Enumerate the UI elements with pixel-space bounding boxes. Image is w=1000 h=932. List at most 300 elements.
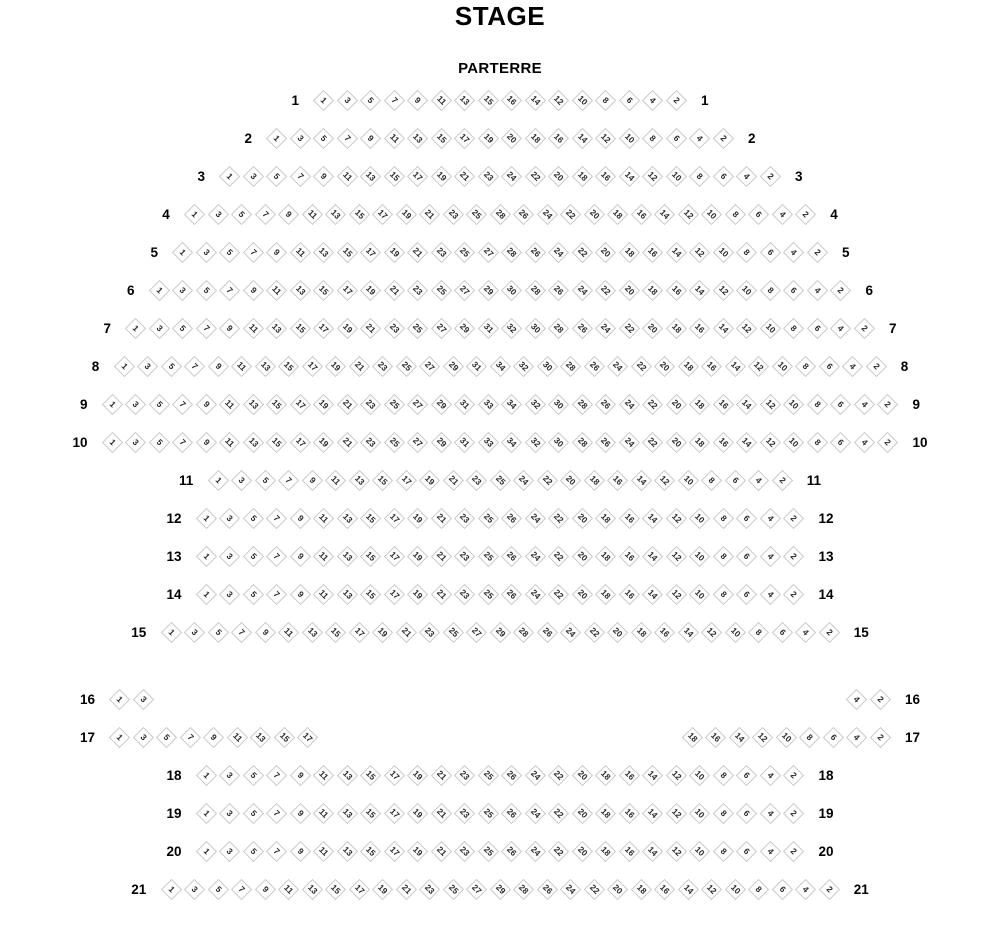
seat[interactable] bbox=[572, 317, 593, 338]
seat[interactable] bbox=[290, 545, 311, 566]
seat[interactable] bbox=[325, 203, 346, 224]
seat[interactable] bbox=[595, 317, 616, 338]
seat[interactable] bbox=[109, 688, 130, 709]
seat[interactable] bbox=[431, 279, 452, 300]
seat[interactable] bbox=[689, 165, 710, 186]
seat[interactable] bbox=[231, 469, 252, 490]
seat[interactable] bbox=[736, 317, 757, 338]
seat[interactable] bbox=[478, 583, 499, 604]
seat[interactable] bbox=[196, 545, 217, 566]
seat[interactable] bbox=[713, 545, 734, 566]
seat[interactable] bbox=[254, 355, 275, 376]
seat[interactable] bbox=[736, 764, 757, 785]
seat[interactable] bbox=[548, 802, 569, 823]
seat[interactable] bbox=[407, 317, 428, 338]
seat[interactable] bbox=[489, 621, 510, 642]
seat[interactable] bbox=[752, 726, 773, 747]
seat[interactable] bbox=[548, 840, 569, 861]
seat[interactable] bbox=[525, 89, 546, 110]
seat[interactable] bbox=[172, 431, 193, 452]
seat[interactable] bbox=[713, 840, 734, 861]
seat[interactable] bbox=[384, 764, 405, 785]
seat[interactable] bbox=[207, 469, 228, 490]
seat[interactable] bbox=[442, 469, 463, 490]
seat[interactable] bbox=[172, 317, 193, 338]
seat[interactable] bbox=[231, 878, 252, 899]
seat[interactable] bbox=[818, 878, 839, 899]
seat[interactable] bbox=[501, 431, 522, 452]
seat[interactable] bbox=[619, 507, 640, 528]
seat[interactable] bbox=[501, 507, 522, 528]
seat[interactable] bbox=[619, 393, 640, 414]
seat[interactable] bbox=[313, 127, 334, 148]
seat[interactable] bbox=[689, 840, 710, 861]
seat[interactable] bbox=[818, 355, 839, 376]
seat[interactable] bbox=[337, 802, 358, 823]
seat[interactable] bbox=[689, 241, 710, 262]
seat[interactable] bbox=[595, 241, 616, 262]
seat[interactable] bbox=[431, 317, 452, 338]
seat[interactable] bbox=[642, 583, 663, 604]
seat[interactable] bbox=[799, 726, 820, 747]
seat[interactable] bbox=[442, 621, 463, 642]
seat[interactable] bbox=[360, 317, 381, 338]
seat[interactable] bbox=[337, 545, 358, 566]
seat[interactable] bbox=[677, 469, 698, 490]
seat[interactable] bbox=[203, 726, 224, 747]
seat[interactable] bbox=[666, 764, 687, 785]
seat[interactable] bbox=[384, 127, 405, 148]
seat[interactable] bbox=[384, 317, 405, 338]
seat[interactable] bbox=[196, 393, 217, 414]
seat[interactable] bbox=[818, 621, 839, 642]
seat[interactable] bbox=[207, 878, 228, 899]
seat[interactable] bbox=[454, 317, 475, 338]
seat[interactable] bbox=[196, 317, 217, 338]
seat[interactable] bbox=[501, 317, 522, 338]
seat[interactable] bbox=[372, 878, 393, 899]
seat[interactable] bbox=[771, 621, 792, 642]
seat[interactable] bbox=[372, 355, 393, 376]
seat[interactable] bbox=[724, 621, 745, 642]
seat[interactable] bbox=[395, 621, 416, 642]
seat[interactable] bbox=[572, 127, 593, 148]
seat[interactable] bbox=[724, 203, 745, 224]
seat[interactable] bbox=[713, 583, 734, 604]
seat[interactable] bbox=[266, 802, 287, 823]
seat[interactable] bbox=[642, 507, 663, 528]
seat[interactable] bbox=[266, 317, 287, 338]
seat[interactable] bbox=[172, 393, 193, 414]
seat[interactable] bbox=[231, 621, 252, 642]
seat[interactable] bbox=[184, 878, 205, 899]
seat[interactable] bbox=[184, 203, 205, 224]
seat[interactable] bbox=[807, 279, 828, 300]
seat[interactable] bbox=[431, 89, 452, 110]
seat[interactable] bbox=[407, 127, 428, 148]
seat[interactable] bbox=[846, 688, 867, 709]
seat[interactable] bbox=[548, 127, 569, 148]
seat[interactable] bbox=[360, 127, 381, 148]
seat[interactable] bbox=[830, 393, 851, 414]
seat[interactable] bbox=[337, 279, 358, 300]
seat[interactable] bbox=[454, 393, 475, 414]
seat[interactable] bbox=[360, 802, 381, 823]
seat[interactable] bbox=[583, 203, 604, 224]
seat[interactable] bbox=[783, 802, 804, 823]
seat[interactable] bbox=[776, 726, 797, 747]
seat[interactable] bbox=[630, 355, 651, 376]
seat[interactable] bbox=[196, 764, 217, 785]
seat[interactable] bbox=[290, 127, 311, 148]
seat[interactable] bbox=[736, 431, 757, 452]
seat[interactable] bbox=[156, 726, 177, 747]
seat[interactable] bbox=[431, 165, 452, 186]
seat[interactable] bbox=[325, 878, 346, 899]
seat[interactable] bbox=[619, 764, 640, 785]
seat[interactable] bbox=[513, 355, 534, 376]
seat[interactable] bbox=[501, 279, 522, 300]
seat[interactable] bbox=[748, 621, 769, 642]
seat[interactable] bbox=[654, 621, 675, 642]
seat[interactable] bbox=[266, 393, 287, 414]
seat[interactable] bbox=[760, 764, 781, 785]
seat[interactable] bbox=[278, 878, 299, 899]
seat[interactable] bbox=[666, 279, 687, 300]
seat[interactable] bbox=[231, 203, 252, 224]
seat[interactable] bbox=[689, 127, 710, 148]
seat[interactable] bbox=[219, 279, 240, 300]
seat[interactable] bbox=[560, 469, 581, 490]
seat[interactable] bbox=[431, 127, 452, 148]
seat[interactable] bbox=[478, 127, 499, 148]
seat[interactable] bbox=[290, 317, 311, 338]
seat[interactable] bbox=[877, 393, 898, 414]
seat[interactable] bbox=[607, 621, 628, 642]
seat[interactable] bbox=[407, 165, 428, 186]
seat[interactable] bbox=[407, 764, 428, 785]
seat[interactable] bbox=[595, 127, 616, 148]
seat[interactable] bbox=[466, 878, 487, 899]
seat[interactable] bbox=[102, 393, 123, 414]
seat[interactable] bbox=[266, 840, 287, 861]
seat[interactable] bbox=[384, 393, 405, 414]
seat[interactable] bbox=[278, 621, 299, 642]
seat[interactable] bbox=[290, 840, 311, 861]
seat[interactable] bbox=[729, 726, 750, 747]
seat[interactable] bbox=[478, 507, 499, 528]
seat[interactable] bbox=[771, 203, 792, 224]
seat[interactable] bbox=[196, 241, 217, 262]
seat[interactable] bbox=[196, 583, 217, 604]
seat[interactable] bbox=[760, 431, 781, 452]
seat[interactable] bbox=[501, 802, 522, 823]
seat[interactable] bbox=[274, 726, 295, 747]
seat[interactable] bbox=[454, 507, 475, 528]
seat[interactable] bbox=[736, 583, 757, 604]
seat[interactable] bbox=[313, 802, 334, 823]
seat[interactable] bbox=[243, 802, 264, 823]
seat[interactable] bbox=[372, 203, 393, 224]
seat[interactable] bbox=[513, 203, 534, 224]
seat[interactable] bbox=[454, 545, 475, 566]
seat[interactable] bbox=[125, 431, 146, 452]
seat[interactable] bbox=[419, 355, 440, 376]
seat[interactable] bbox=[431, 241, 452, 262]
seat[interactable] bbox=[619, 431, 640, 452]
seat[interactable] bbox=[760, 802, 781, 823]
seat[interactable] bbox=[196, 279, 217, 300]
seat[interactable] bbox=[278, 203, 299, 224]
seat[interactable] bbox=[313, 279, 334, 300]
seat[interactable] bbox=[243, 393, 264, 414]
seat[interactable] bbox=[337, 393, 358, 414]
seat[interactable] bbox=[372, 621, 393, 642]
seat[interactable] bbox=[525, 840, 546, 861]
seat[interactable] bbox=[466, 469, 487, 490]
seat[interactable] bbox=[525, 545, 546, 566]
seat[interactable] bbox=[572, 279, 593, 300]
seat[interactable] bbox=[572, 764, 593, 785]
seat[interactable] bbox=[384, 840, 405, 861]
seat[interactable] bbox=[854, 431, 875, 452]
seat[interactable] bbox=[266, 165, 287, 186]
seat[interactable] bbox=[783, 507, 804, 528]
seat[interactable] bbox=[595, 89, 616, 110]
seat[interactable] bbox=[595, 393, 616, 414]
seat[interactable] bbox=[501, 583, 522, 604]
seat[interactable] bbox=[348, 355, 369, 376]
seat[interactable] bbox=[360, 89, 381, 110]
seat[interactable] bbox=[184, 621, 205, 642]
seat[interactable] bbox=[619, 89, 640, 110]
seat[interactable] bbox=[677, 621, 698, 642]
seat[interactable] bbox=[525, 279, 546, 300]
seat[interactable] bbox=[501, 89, 522, 110]
seat[interactable] bbox=[677, 355, 698, 376]
seat[interactable] bbox=[548, 279, 569, 300]
seat[interactable] bbox=[666, 165, 687, 186]
seat[interactable] bbox=[313, 241, 334, 262]
seat[interactable] bbox=[783, 583, 804, 604]
seat[interactable] bbox=[454, 583, 475, 604]
seat[interactable] bbox=[548, 507, 569, 528]
seat[interactable] bbox=[160, 878, 181, 899]
seat[interactable] bbox=[313, 583, 334, 604]
seat[interactable] bbox=[466, 203, 487, 224]
seat[interactable] bbox=[736, 545, 757, 566]
seat[interactable] bbox=[149, 279, 170, 300]
seat[interactable] bbox=[501, 840, 522, 861]
seat[interactable] bbox=[478, 165, 499, 186]
seat[interactable] bbox=[783, 840, 804, 861]
seat[interactable] bbox=[666, 241, 687, 262]
seat[interactable] bbox=[548, 317, 569, 338]
seat[interactable] bbox=[865, 355, 886, 376]
seat[interactable] bbox=[454, 279, 475, 300]
seat[interactable] bbox=[360, 393, 381, 414]
seat[interactable] bbox=[736, 279, 757, 300]
seat[interactable] bbox=[619, 840, 640, 861]
seat[interactable] bbox=[313, 393, 334, 414]
seat[interactable] bbox=[807, 393, 828, 414]
seat[interactable] bbox=[701, 621, 722, 642]
seat[interactable] bbox=[266, 545, 287, 566]
seat[interactable] bbox=[689, 507, 710, 528]
seat[interactable] bbox=[454, 89, 475, 110]
seat[interactable] bbox=[102, 431, 123, 452]
seat[interactable] bbox=[525, 583, 546, 604]
seat[interactable] bbox=[595, 431, 616, 452]
seat[interactable] bbox=[642, 89, 663, 110]
seat[interactable] bbox=[525, 317, 546, 338]
seat[interactable] bbox=[689, 317, 710, 338]
seat[interactable] bbox=[795, 203, 816, 224]
seat[interactable] bbox=[748, 203, 769, 224]
seat[interactable] bbox=[666, 802, 687, 823]
seat[interactable] bbox=[266, 127, 287, 148]
seat[interactable] bbox=[713, 802, 734, 823]
seat[interactable] bbox=[243, 507, 264, 528]
seat[interactable] bbox=[713, 393, 734, 414]
seat[interactable] bbox=[630, 469, 651, 490]
seat[interactable] bbox=[501, 764, 522, 785]
seat[interactable] bbox=[666, 583, 687, 604]
seat[interactable] bbox=[125, 393, 146, 414]
seat[interactable] bbox=[572, 241, 593, 262]
seat[interactable] bbox=[137, 355, 158, 376]
seat[interactable] bbox=[705, 726, 726, 747]
seat[interactable] bbox=[466, 355, 487, 376]
seat[interactable] bbox=[642, 127, 663, 148]
seat[interactable] bbox=[548, 165, 569, 186]
seat[interactable] bbox=[407, 241, 428, 262]
seat[interactable] bbox=[360, 583, 381, 604]
seat[interactable] bbox=[125, 317, 146, 338]
seat[interactable] bbox=[748, 355, 769, 376]
seat[interactable] bbox=[243, 317, 264, 338]
seat[interactable] bbox=[536, 621, 557, 642]
seat[interactable] bbox=[478, 317, 499, 338]
seat[interactable] bbox=[807, 317, 828, 338]
seat[interactable] bbox=[149, 317, 170, 338]
seat[interactable] bbox=[583, 621, 604, 642]
seat[interactable] bbox=[133, 726, 154, 747]
seat[interactable] bbox=[783, 764, 804, 785]
seat[interactable] bbox=[807, 241, 828, 262]
seat[interactable] bbox=[431, 764, 452, 785]
seat[interactable] bbox=[677, 203, 698, 224]
seat[interactable] bbox=[133, 688, 154, 709]
seat[interactable] bbox=[489, 878, 510, 899]
seat[interactable] bbox=[501, 165, 522, 186]
seat[interactable] bbox=[384, 802, 405, 823]
seat[interactable] bbox=[325, 621, 346, 642]
seat[interactable] bbox=[701, 878, 722, 899]
seat[interactable] bbox=[572, 431, 593, 452]
seat[interactable] bbox=[689, 764, 710, 785]
seat[interactable] bbox=[666, 431, 687, 452]
seat[interactable] bbox=[630, 878, 651, 899]
seat[interactable] bbox=[431, 802, 452, 823]
seat[interactable] bbox=[266, 431, 287, 452]
seat[interactable] bbox=[489, 469, 510, 490]
seat[interactable] bbox=[830, 317, 851, 338]
seat[interactable] bbox=[736, 507, 757, 528]
seat[interactable] bbox=[180, 726, 201, 747]
seat[interactable] bbox=[442, 355, 463, 376]
seat[interactable] bbox=[560, 621, 581, 642]
seat[interactable] bbox=[595, 545, 616, 566]
seat[interactable] bbox=[290, 279, 311, 300]
seat[interactable] bbox=[689, 802, 710, 823]
seat[interactable] bbox=[384, 279, 405, 300]
seat[interactable] bbox=[654, 203, 675, 224]
seat[interactable] bbox=[301, 469, 322, 490]
seat[interactable] bbox=[243, 545, 264, 566]
seat[interactable] bbox=[760, 165, 781, 186]
seat[interactable] bbox=[713, 764, 734, 785]
seat[interactable] bbox=[783, 241, 804, 262]
seat[interactable] bbox=[713, 317, 734, 338]
seat[interactable] bbox=[384, 507, 405, 528]
seat[interactable] bbox=[431, 545, 452, 566]
seat[interactable] bbox=[666, 317, 687, 338]
seat[interactable] bbox=[384, 241, 405, 262]
seat[interactable] bbox=[348, 469, 369, 490]
seat[interactable] bbox=[513, 878, 534, 899]
seat[interactable] bbox=[642, 393, 663, 414]
seat[interactable] bbox=[560, 355, 581, 376]
seat[interactable] bbox=[254, 621, 275, 642]
seat[interactable] bbox=[689, 393, 710, 414]
seat[interactable] bbox=[870, 688, 891, 709]
seat[interactable] bbox=[160, 621, 181, 642]
seat[interactable] bbox=[243, 431, 264, 452]
seat[interactable] bbox=[560, 203, 581, 224]
seat[interactable] bbox=[724, 469, 745, 490]
seat[interactable] bbox=[795, 355, 816, 376]
seat[interactable] bbox=[783, 317, 804, 338]
seat[interactable] bbox=[783, 393, 804, 414]
seat[interactable] bbox=[525, 507, 546, 528]
seat[interactable] bbox=[290, 431, 311, 452]
seat[interactable] bbox=[407, 840, 428, 861]
seat[interactable] bbox=[290, 165, 311, 186]
seat[interactable] bbox=[642, 802, 663, 823]
seat[interactable] bbox=[254, 878, 275, 899]
seat[interactable] bbox=[384, 431, 405, 452]
seat[interactable] bbox=[297, 726, 318, 747]
seat[interactable] bbox=[337, 317, 358, 338]
seat[interactable] bbox=[172, 279, 193, 300]
seat[interactable] bbox=[783, 279, 804, 300]
seat[interactable] bbox=[748, 469, 769, 490]
seat[interactable] bbox=[243, 764, 264, 785]
seat[interactable] bbox=[548, 764, 569, 785]
seat[interactable] bbox=[160, 355, 181, 376]
seat[interactable] bbox=[713, 127, 734, 148]
seat[interactable] bbox=[113, 355, 134, 376]
seat[interactable] bbox=[219, 840, 240, 861]
seat[interactable] bbox=[431, 583, 452, 604]
seat[interactable] bbox=[313, 545, 334, 566]
seat[interactable] bbox=[337, 89, 358, 110]
seat[interactable] bbox=[677, 878, 698, 899]
seat[interactable] bbox=[219, 545, 240, 566]
seat[interactable] bbox=[301, 203, 322, 224]
seat[interactable] bbox=[536, 355, 557, 376]
